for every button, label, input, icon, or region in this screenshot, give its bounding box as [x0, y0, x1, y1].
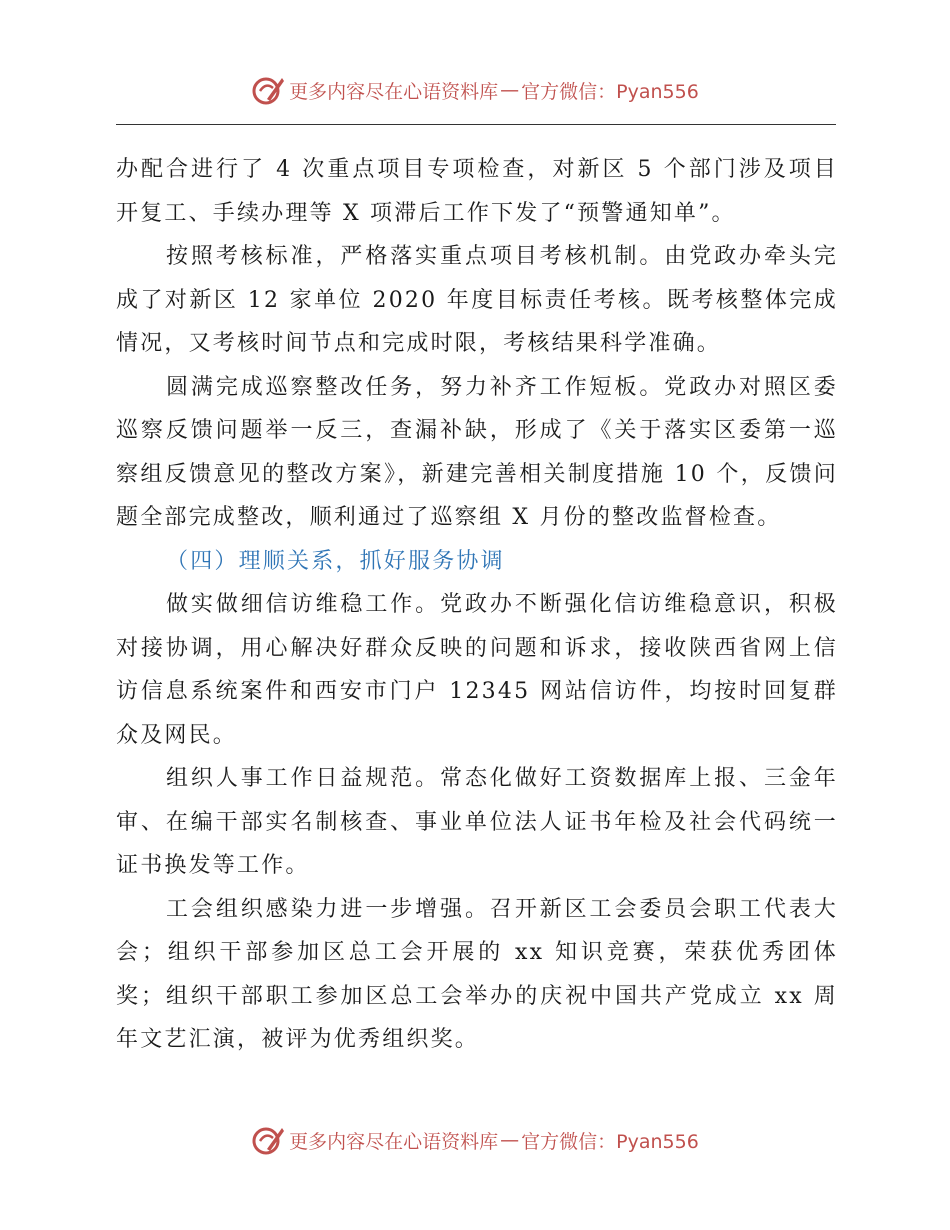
header-banner-text: 更多内容尽在心语资料库	[289, 80, 499, 103]
paragraph-2: 按照考核标准，严格落实重点项目考核机制。由党政办牵头完成了对新区 12 家单位 2020 年度目标责任考核。既考核整体完成情况，又考核时间节点和完成时限，考核结果科学准确。	[116, 244, 838, 356]
footer-banner-text: 更多内容尽在心语资料库	[289, 1130, 499, 1153]
paragraph-1: 办配合进行了 4 次重点项目专项检查，对新区 5 个部门涉及项目开复工、手续办理等 X 项滞后工作下发了“预警通知单”。	[116, 157, 838, 226]
header-rule	[116, 124, 836, 125]
footer-banner	[0, 1120, 950, 1160]
brand-logo-icon	[251, 73, 285, 107]
document-body	[116, 148, 838, 1062]
section-heading-4: （四）理顺关系，抓好服务协调	[166, 548, 505, 574]
brand-logo-icon	[251, 1123, 285, 1157]
header-banner-separator: —	[500, 79, 520, 101]
paragraph-5: 组织人事工作日益规范。常态化做好工资数据库上报、三金年审、在编干部实名制核查、事业单位法人证书年检及社会代码统一证书换发等工作。	[116, 766, 838, 878]
footer-wechat-text: 官方微信：Pyan556	[521, 1130, 699, 1153]
paragraph-3: 圆满完成巡察整改任务，努力补齐工作短板。党政办对照区委巡察反馈问题举一反三，查漏补缺，形成了《关于落实区委第一巡察组反馈意见的整改方案》，新建完善相关制度措施 10 个，反馈问题全部完成整改，顺利通过了巡察组 X 月份的整改监督检查。	[116, 374, 838, 530]
header-wechat-text: 官方微信：Pyan556	[521, 80, 699, 103]
footer-banner-separator: —	[500, 1129, 520, 1151]
header-banner	[0, 70, 950, 110]
paragraph-6: 工会组织感染力进一步增强。召开新区工会委员会职工代表大会；组织干部参加区总工会开展的 xx 知识竞赛，荣获优秀团体奖；组织干部职工参加区总工会举办的庆祝中国共产党成立 xx 周年文艺汇演，被评为优秀组织奖。	[116, 896, 838, 1052]
paragraph-4: 做实做细信访维稳工作。党政办不断强化信访维稳意识，积极对接协调，用心解决好群众反映的问题和诉求，接收陕西省网上信访信息系统案件和西安市门户 12345 网站信访件，均按时回复群众及网民。	[116, 592, 838, 748]
